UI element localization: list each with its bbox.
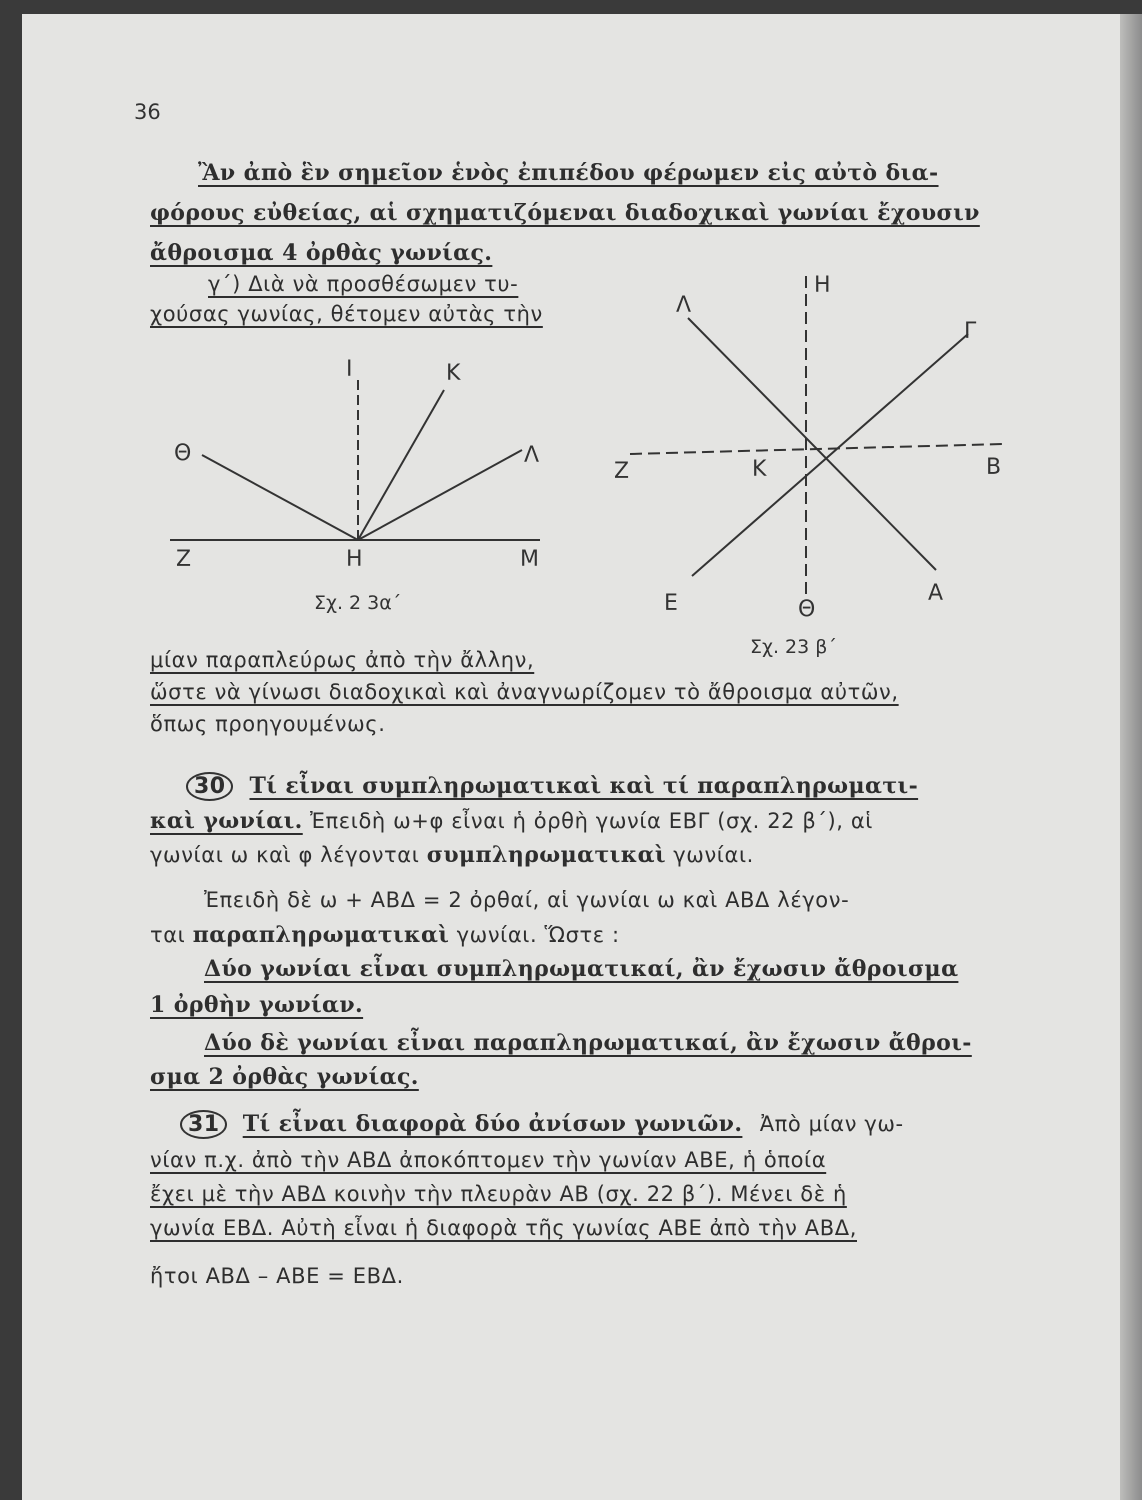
gamma-line-2: χούσας γωνίας, θέτομεν αὐτὰς τὴν: [150, 302, 543, 326]
q30-text-2b: συμπληρωματικαὶ: [426, 842, 666, 868]
q31-text-4: γωνία ΕΒΔ. Αὐτὴ εἶναι ἡ διαφορὰ τῆς γωνίας ΑΒΕ ἀπὸ τὴν ΑΒΔ,: [150, 1216, 857, 1240]
fig-a-ray-htheta: [202, 455, 358, 540]
figure-23b-caption: Σχ. 23 β΄: [750, 636, 837, 658]
page-number: 36: [134, 100, 161, 124]
q31-line-1: [180, 1110, 904, 1139]
q31-title: Τί εἶναι διαφορὰ δύο ἀνίσων γωνιῶν.: [242, 1111, 743, 1137]
q30-title-1: Τί εἶναι συμπληρωματικαὶ καὶ τί παραπληρωματι-: [249, 773, 919, 799]
intro-line-3: ἄθροισμα 4 ὀρθὰς γωνίας.: [150, 240, 493, 266]
q30-text-4a: ται: [150, 923, 186, 947]
fig-a-label-i: Ι: [346, 357, 353, 382]
q31-text-2: νίαν π.χ. ἀπὸ τὴν ΑΒΔ ἀποκόπτομεν τὴν γωνίαν ΑΒΕ, ἡ ὁποία: [150, 1148, 827, 1172]
fig-b-label-theta: Θ: [798, 597, 816, 622]
after-fig-line-1: μίαν παραπλεύρως ἀπὸ τὴν ἄλλην,: [150, 648, 535, 672]
q30-line-2: [150, 808, 873, 834]
q30-text-2a: γωνίαι ω καὶ φ λέγονται: [150, 843, 420, 867]
fig-b-label-h: Η: [814, 273, 831, 298]
fig-a-label-m: Μ: [520, 547, 539, 572]
q30-rule-2b: σμα 2 ὀρθὰς γωνίας.: [150, 1064, 419, 1090]
fig-b-line-gamma-e: [692, 334, 968, 576]
gamma-line-1: γ΄) Διὰ νὰ προσθέσωμεν τυ-: [208, 272, 519, 296]
q30-rule-1a: Δύο γωνίαι εἶναι συμπληρωματικαί, ἂν ἔχωσιν ἄθροισμα: [204, 956, 959, 982]
fig-b-label-gamma: Γ: [964, 319, 977, 344]
q30-line-3: [150, 842, 754, 868]
fig-a-label-lambda: Λ: [524, 443, 540, 468]
fig-b-label-b: Β: [986, 455, 1002, 480]
q31-number: 31: [180, 1110, 227, 1139]
q30-text-3: Ἐπειδὴ δὲ ω + ΑΒΔ = 2 ὀρθαί, αἱ γωνίαι ω καὶ ΑΒΔ λέγον-: [204, 888, 850, 912]
fig-b-label-a: Α: [928, 581, 944, 606]
fig-a-label-h: Η: [346, 547, 363, 572]
q30-rule-2a: Δύο δὲ γωνίαι εἶναι παραπληρωματικαί, ἂν ἔχωσιν ἄθροι-: [204, 1030, 972, 1056]
figure-23a-caption: Σχ. 2 3α΄: [314, 592, 402, 614]
q30-text-2c: γωνίαι.: [673, 843, 754, 867]
fig-a-label-theta: Θ: [174, 441, 192, 466]
q30-text-4c: γωνίαι. Ὥστε :: [456, 923, 620, 947]
q31-text-3: ἔχει μὲ τὴν ΑΒΔ κοινὴν τὴν πλευρὰν ΑΒ (σχ. 22 β΄). Μένει δὲ ἡ: [150, 1182, 847, 1206]
q30-heading-line-1: [186, 772, 918, 801]
q30-rule-1b: 1 ὀρθὴν γωνίαν.: [150, 992, 364, 1018]
page-edge-shadow: [1120, 14, 1142, 1500]
fig-a-label-z: Ζ: [176, 547, 192, 572]
after-fig-line-3: ὅπως προηγουμένως.: [150, 712, 386, 736]
fig-a-label-k: Κ: [446, 361, 461, 386]
q31-text-1: Ἀπὸ μίαν γω-: [759, 1112, 904, 1136]
fig-b-label-z: Ζ: [614, 459, 630, 484]
fig-b-label-e: Ε: [664, 591, 678, 616]
fig-b-line-lambda-a: [688, 318, 936, 570]
fig-b-label-lambda: Λ: [676, 293, 692, 318]
q30-text-4b: παραπληρωματικαὶ: [192, 922, 450, 948]
q30-title-2: καὶ γωνίαι.: [150, 808, 303, 834]
intro-line-1: Ἂν ἀπὸ ἓν σημεῖον ἑνὸς ἐπιπέδου φέρωμεν εἰς αὐτὸ δια-: [198, 160, 939, 186]
q31-text-5: ἤτοι ΑΒΔ – ΑΒΕ = ΕΒΔ.: [150, 1264, 404, 1288]
fig-b-label-k: Κ: [752, 457, 767, 482]
q30-number: 30: [186, 772, 233, 801]
intro-line-2: φόρους εὐθείας, αἱ σχηματιζόμεναι διαδοχικαὶ γωνίαι ἔχουσιν: [150, 200, 980, 226]
q30-line-5: [150, 922, 620, 948]
figure-23b: [600, 270, 1040, 630]
figure-23a: [150, 350, 580, 590]
fig-a-ray-hlambda: [358, 450, 522, 540]
after-fig-line-2: ὥστε νὰ γίνωσι διαδοχικαὶ καὶ ἀναγνωρίζομεν τὸ ἄθροισμα αὐτῶν,: [150, 680, 899, 704]
q30-text-1: Ἐπειδὴ ω+φ εἶναι ἡ ὀρθὴ γωνία ΕΒΓ (σχ. 22 β΄), αἱ: [310, 809, 874, 833]
